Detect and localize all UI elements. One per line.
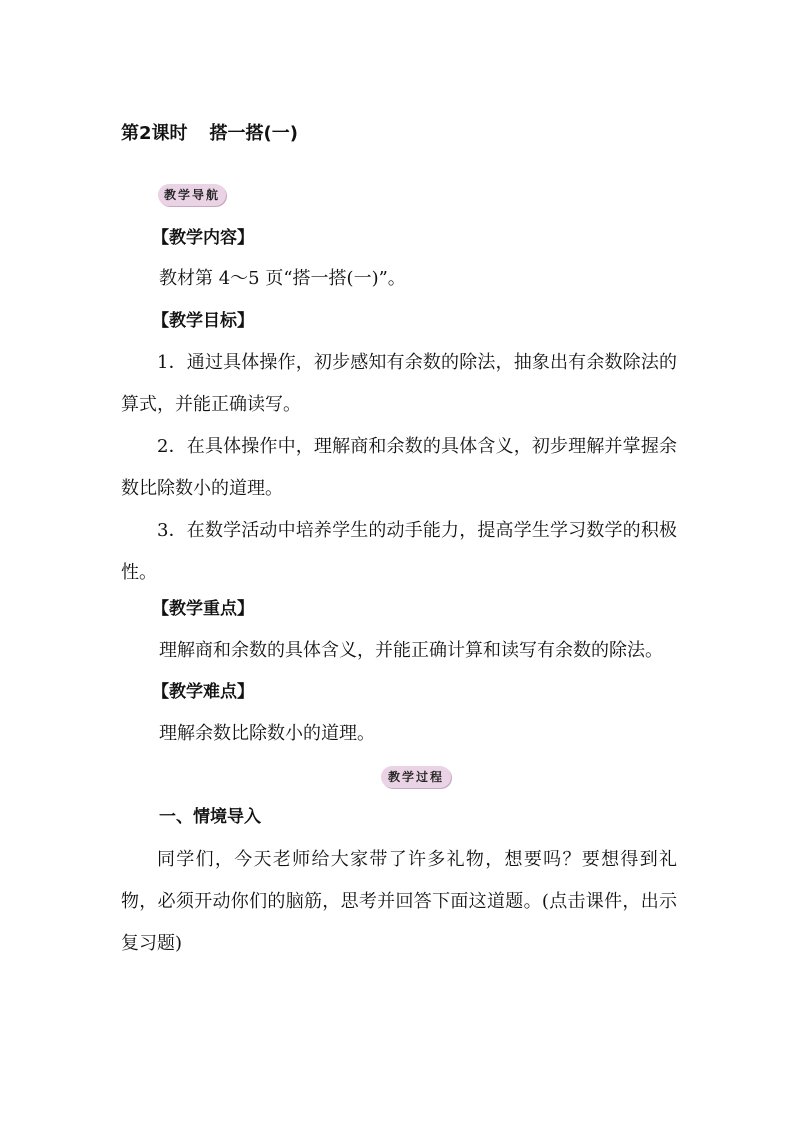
content-text: 教材第 4～5 页“搭一搭(一)”。 <box>159 268 406 289</box>
difficulty-text: 理解余数比除数小的道理。 <box>159 723 375 744</box>
goal-item-1: 1．通过具体操作，初步感知有余数的除法，抽象出有余数除法的算式，并能正确读写。 <box>121 352 677 415</box>
key-text: 理解商和余数的具体含义，并能正确计算和读写有余数的除法。 <box>159 640 663 661</box>
content-heading: 【教学内容】 <box>152 228 254 248</box>
lesson-name: 搭一搭(一) <box>209 123 298 144</box>
lesson-number: 第2课时 <box>121 123 188 144</box>
teaching-process-badge: 教学过程 <box>381 766 451 788</box>
difficulty-heading: 【教学难点】 <box>152 682 254 702</box>
key-heading: 【教学重点】 <box>152 599 254 619</box>
goal-item-3: 3．在数学活动中培养学生的动手能力，提高学生学习数学的积极性。 <box>121 520 677 583</box>
goal-item-2: 2．在具体操作中，理解商和余数的具体含义，初步理解并掌握余数比除数小的道理。 <box>121 436 677 499</box>
intro-text: 同学们，今天老师给大家带了许多礼物，想要吗？要想得到礼物，必须开动你们的脑筋，思考并回答下面这道题。(点击课件，出示复习题) <box>121 849 677 954</box>
goals-heading: 【教学目标】 <box>152 311 254 331</box>
lesson-title <box>121 122 298 146</box>
teaching-nav-badge: 教学导航 <box>158 184 226 206</box>
intro-heading: 一、情境导入 <box>159 807 261 827</box>
